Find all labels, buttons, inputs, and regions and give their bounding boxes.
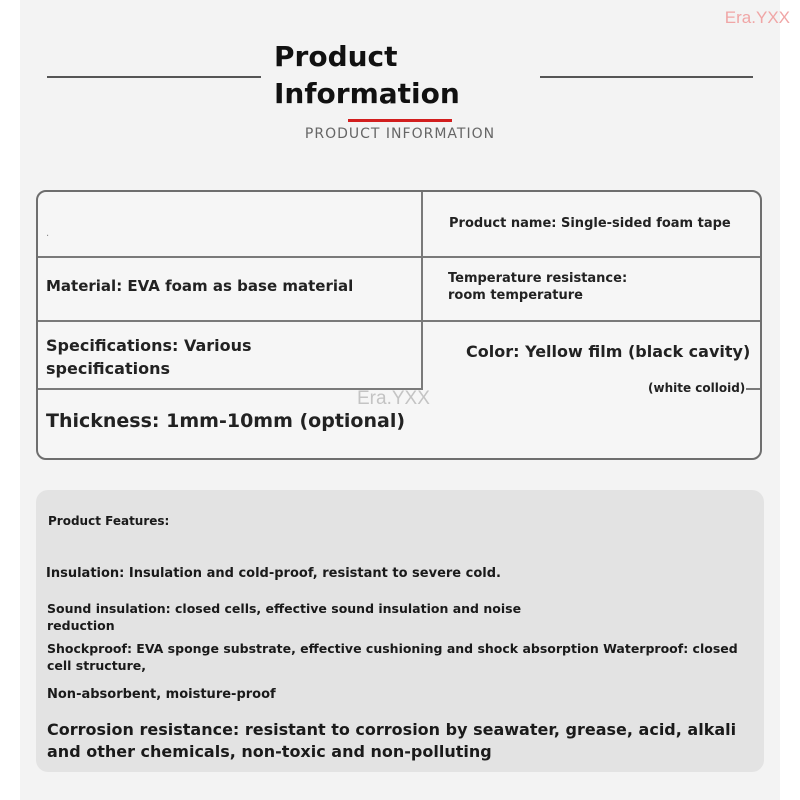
page-title-line2: Information xyxy=(274,77,460,110)
table-divider-row1 xyxy=(38,256,760,258)
header-rule-right xyxy=(540,76,753,78)
page-title xyxy=(274,38,460,112)
features-panel xyxy=(36,490,764,772)
thickness-cell: Thickness: 1mm-10mm (optional) xyxy=(46,410,406,432)
feature-insulation: Insulation: Insulation and cold-proof, resistant to severe cold. xyxy=(46,566,501,581)
feature-sound-insulation xyxy=(47,600,521,634)
feature-corrosion-line2: and other chemicals, non-toxic and non-polluting xyxy=(47,742,492,761)
page-title-line1: Product xyxy=(274,40,398,73)
header-rule-left xyxy=(47,76,261,78)
features-heading: Product Features: xyxy=(48,514,170,528)
table-divider-row2 xyxy=(38,320,760,322)
title-accent-bar xyxy=(348,119,452,122)
material-cell: Material: EVA foam as base material xyxy=(46,277,354,295)
watermark-top: Era.YXX xyxy=(724,8,790,27)
specifications-cell xyxy=(46,334,252,380)
feature-shock-line1: Shockproof: EVA sponge substrate, effective cushioning and shock absorption Waterproof: closed xyxy=(47,641,738,656)
specifications-line1: Specifications: Various xyxy=(46,336,252,355)
specifications-line2: specifications xyxy=(46,359,170,378)
table-divider-vertical xyxy=(421,192,423,389)
empty-cell-mark: . xyxy=(46,228,50,239)
watermark-center: Era.YXX xyxy=(357,388,430,409)
feature-sound-line1: Sound insulation: closed cells, effective sound insulation and noise xyxy=(47,601,522,616)
feature-sound-line2: reduction xyxy=(47,618,115,633)
table-divider-row3-right xyxy=(746,388,760,390)
spec-table xyxy=(36,190,762,460)
feature-non-absorbent: Non-absorbent, moisture-proof xyxy=(47,687,276,702)
color-cell: Color: Yellow film (black cavity) xyxy=(466,342,751,361)
page-subtitle: PRODUCT INFORMATION xyxy=(304,126,496,142)
product-name-cell: Product name: Single-sided foam tape xyxy=(449,216,731,231)
temperature-cell xyxy=(448,270,627,304)
feature-corrosion-line1: Corrosion resistance: resistant to corrosion by seawater, grease, acid, alkali xyxy=(47,720,737,739)
feature-shock-line2: cell structure, xyxy=(47,658,146,673)
temperature-line1: Temperature resistance: xyxy=(448,271,628,286)
feature-corrosion-resistance xyxy=(47,719,736,763)
temperature-line2: room temperature xyxy=(448,288,583,303)
color-note: (white colloid) xyxy=(648,381,746,395)
feature-shockproof xyxy=(47,640,738,674)
